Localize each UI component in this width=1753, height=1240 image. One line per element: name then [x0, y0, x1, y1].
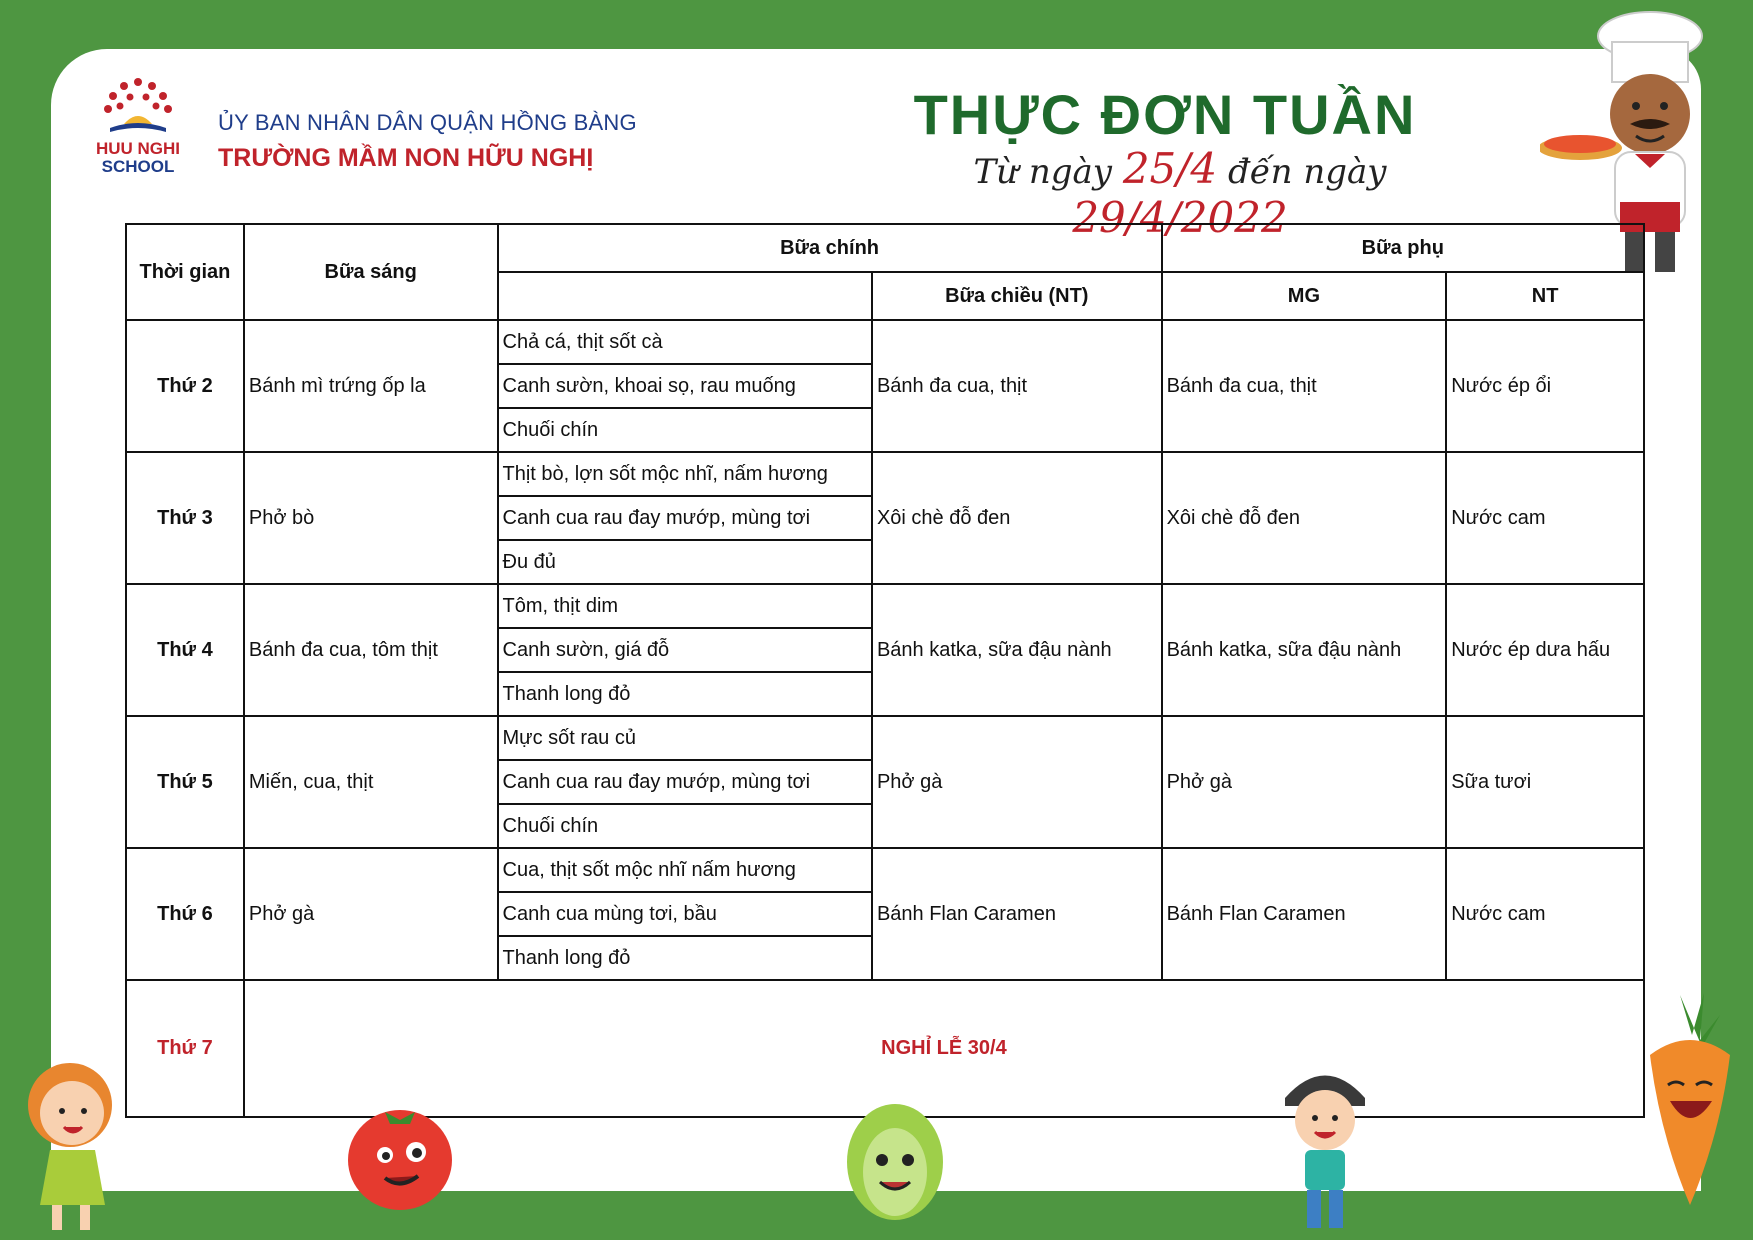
- afternoon-cell: Xôi chè đỗ đen: [872, 452, 1162, 584]
- afternoon-cell: Bánh Flan Caramen: [872, 848, 1162, 980]
- header-afternoon: Bữa chiều (NT): [872, 272, 1162, 320]
- header-main-meal: Bữa chính: [498, 224, 1162, 272]
- girl-illustration-icon: [0, 1055, 130, 1240]
- main-dish-cell: Đu đủ: [498, 540, 872, 584]
- main-dish-cell: Chuối chín: [498, 408, 872, 452]
- weekly-menu-table: [125, 223, 1645, 1118]
- breakfast-cell: Phở gà: [244, 848, 498, 980]
- district-committee-text: ỦY BAN NHÂN DÂN QUẬN HỒNG BÀNG: [218, 110, 637, 135]
- nt-cell: Sữa tươi: [1446, 716, 1644, 848]
- afternoon-cell: Bánh đa cua, thịt: [872, 320, 1162, 452]
- from-date: 25/4: [1122, 144, 1218, 193]
- nt-cell: Nước cam: [1446, 452, 1644, 584]
- header-breakfast: Bữa sáng: [244, 224, 498, 320]
- day-label: Thứ 3: [126, 452, 244, 584]
- afternoon-cell: Bánh katka, sữa đậu nành: [872, 584, 1162, 716]
- header-snack-mg: MG: [1162, 272, 1447, 320]
- main-dish-cell: Tôm, thịt dim: [498, 584, 872, 628]
- saturday-label: Thứ 7: [126, 980, 244, 1117]
- mg-cell: Bánh đa cua, thịt: [1162, 320, 1447, 452]
- main-dish-cell: Thịt bò, lợn sốt mộc nhĩ, nấm hương: [498, 452, 872, 496]
- tomato-illustration-icon: [340, 1090, 460, 1230]
- page-title: THỰC ĐƠN TUẦN: [913, 83, 1417, 146]
- main-dish-cell: Mực sốt rau củ: [498, 716, 872, 760]
- nt-cell: Nước cam: [1446, 848, 1644, 980]
- main-dish-cell: Canh cua rau đay mướp, mùng tơi: [498, 760, 872, 804]
- main-dish-cell: Chuối chín: [498, 804, 872, 848]
- to-label: đến ngày: [1227, 152, 1387, 192]
- star-logo-icon: [88, 72, 188, 140]
- to-date: 29/4/2022: [1072, 193, 1288, 242]
- day-label: Thứ 2: [126, 320, 244, 452]
- mg-cell: Xôi chè đỗ đen: [1162, 452, 1447, 584]
- header-main-blank: [498, 272, 872, 320]
- breakfast-cell: Bánh mì trứng ốp la: [244, 320, 498, 452]
- breakfast-cell: Miến, cua, thịt: [244, 716, 498, 848]
- mg-cell: Bánh katka, sữa đậu nành: [1162, 584, 1447, 716]
- nt-cell: Nước ép ổi: [1446, 320, 1644, 452]
- main-dish-cell: Chả cá, thịt sốt cà: [498, 320, 872, 364]
- day-label: Thứ 5: [126, 716, 244, 848]
- header-snack: Bữa phụ: [1162, 224, 1644, 272]
- day-label: Thứ 6: [126, 848, 244, 980]
- school-name: TRƯỜNG MẦM NON HỮU NGHỊ: [218, 144, 594, 172]
- breakfast-cell: Bánh đa cua, tôm thịt: [244, 584, 498, 716]
- holiday-note: NGHỈ LỄ 30/4: [244, 980, 1644, 1117]
- carrot-illustration-icon: [1620, 985, 1753, 1215]
- breakfast-cell: Phở bò: [244, 452, 498, 584]
- main-dish-cell: Canh cua rau đay mướp, mùng tơi: [498, 496, 872, 540]
- mg-cell: Phở gà: [1162, 716, 1447, 848]
- logo-text-school: SCHOOL: [101, 157, 175, 176]
- main-dish-cell: Thanh long đỏ: [498, 936, 872, 980]
- boy-illustration-icon: [1265, 1058, 1385, 1238]
- main-dish-cell: Canh cua mùng tơi, bầu: [498, 892, 872, 936]
- logo-text-huu-nghi: HUU NGHI: [95, 139, 181, 158]
- afternoon-cell: Phở gà: [872, 716, 1162, 848]
- cabbage-illustration-icon: [830, 1092, 960, 1232]
- main-dish-cell: Thanh long đỏ: [498, 672, 872, 716]
- main-dish-cell: Canh sườn, giá đỗ: [498, 628, 872, 672]
- from-label: Từ ngày: [973, 152, 1113, 192]
- mg-cell: Bánh Flan Caramen: [1162, 848, 1447, 980]
- header-snack-nt: NT: [1446, 272, 1644, 320]
- nt-cell: Nước ép dưa hấu: [1446, 584, 1644, 716]
- main-dish-cell: Canh sườn, khoai sọ, rau muống: [498, 364, 872, 408]
- header-time: Thời gian: [126, 224, 244, 320]
- school-logo: [88, 72, 188, 180]
- main-dish-cell: Cua, thịt sốt mộc nhĩ nấm hương: [498, 848, 872, 892]
- day-label: Thứ 4: [126, 584, 244, 716]
